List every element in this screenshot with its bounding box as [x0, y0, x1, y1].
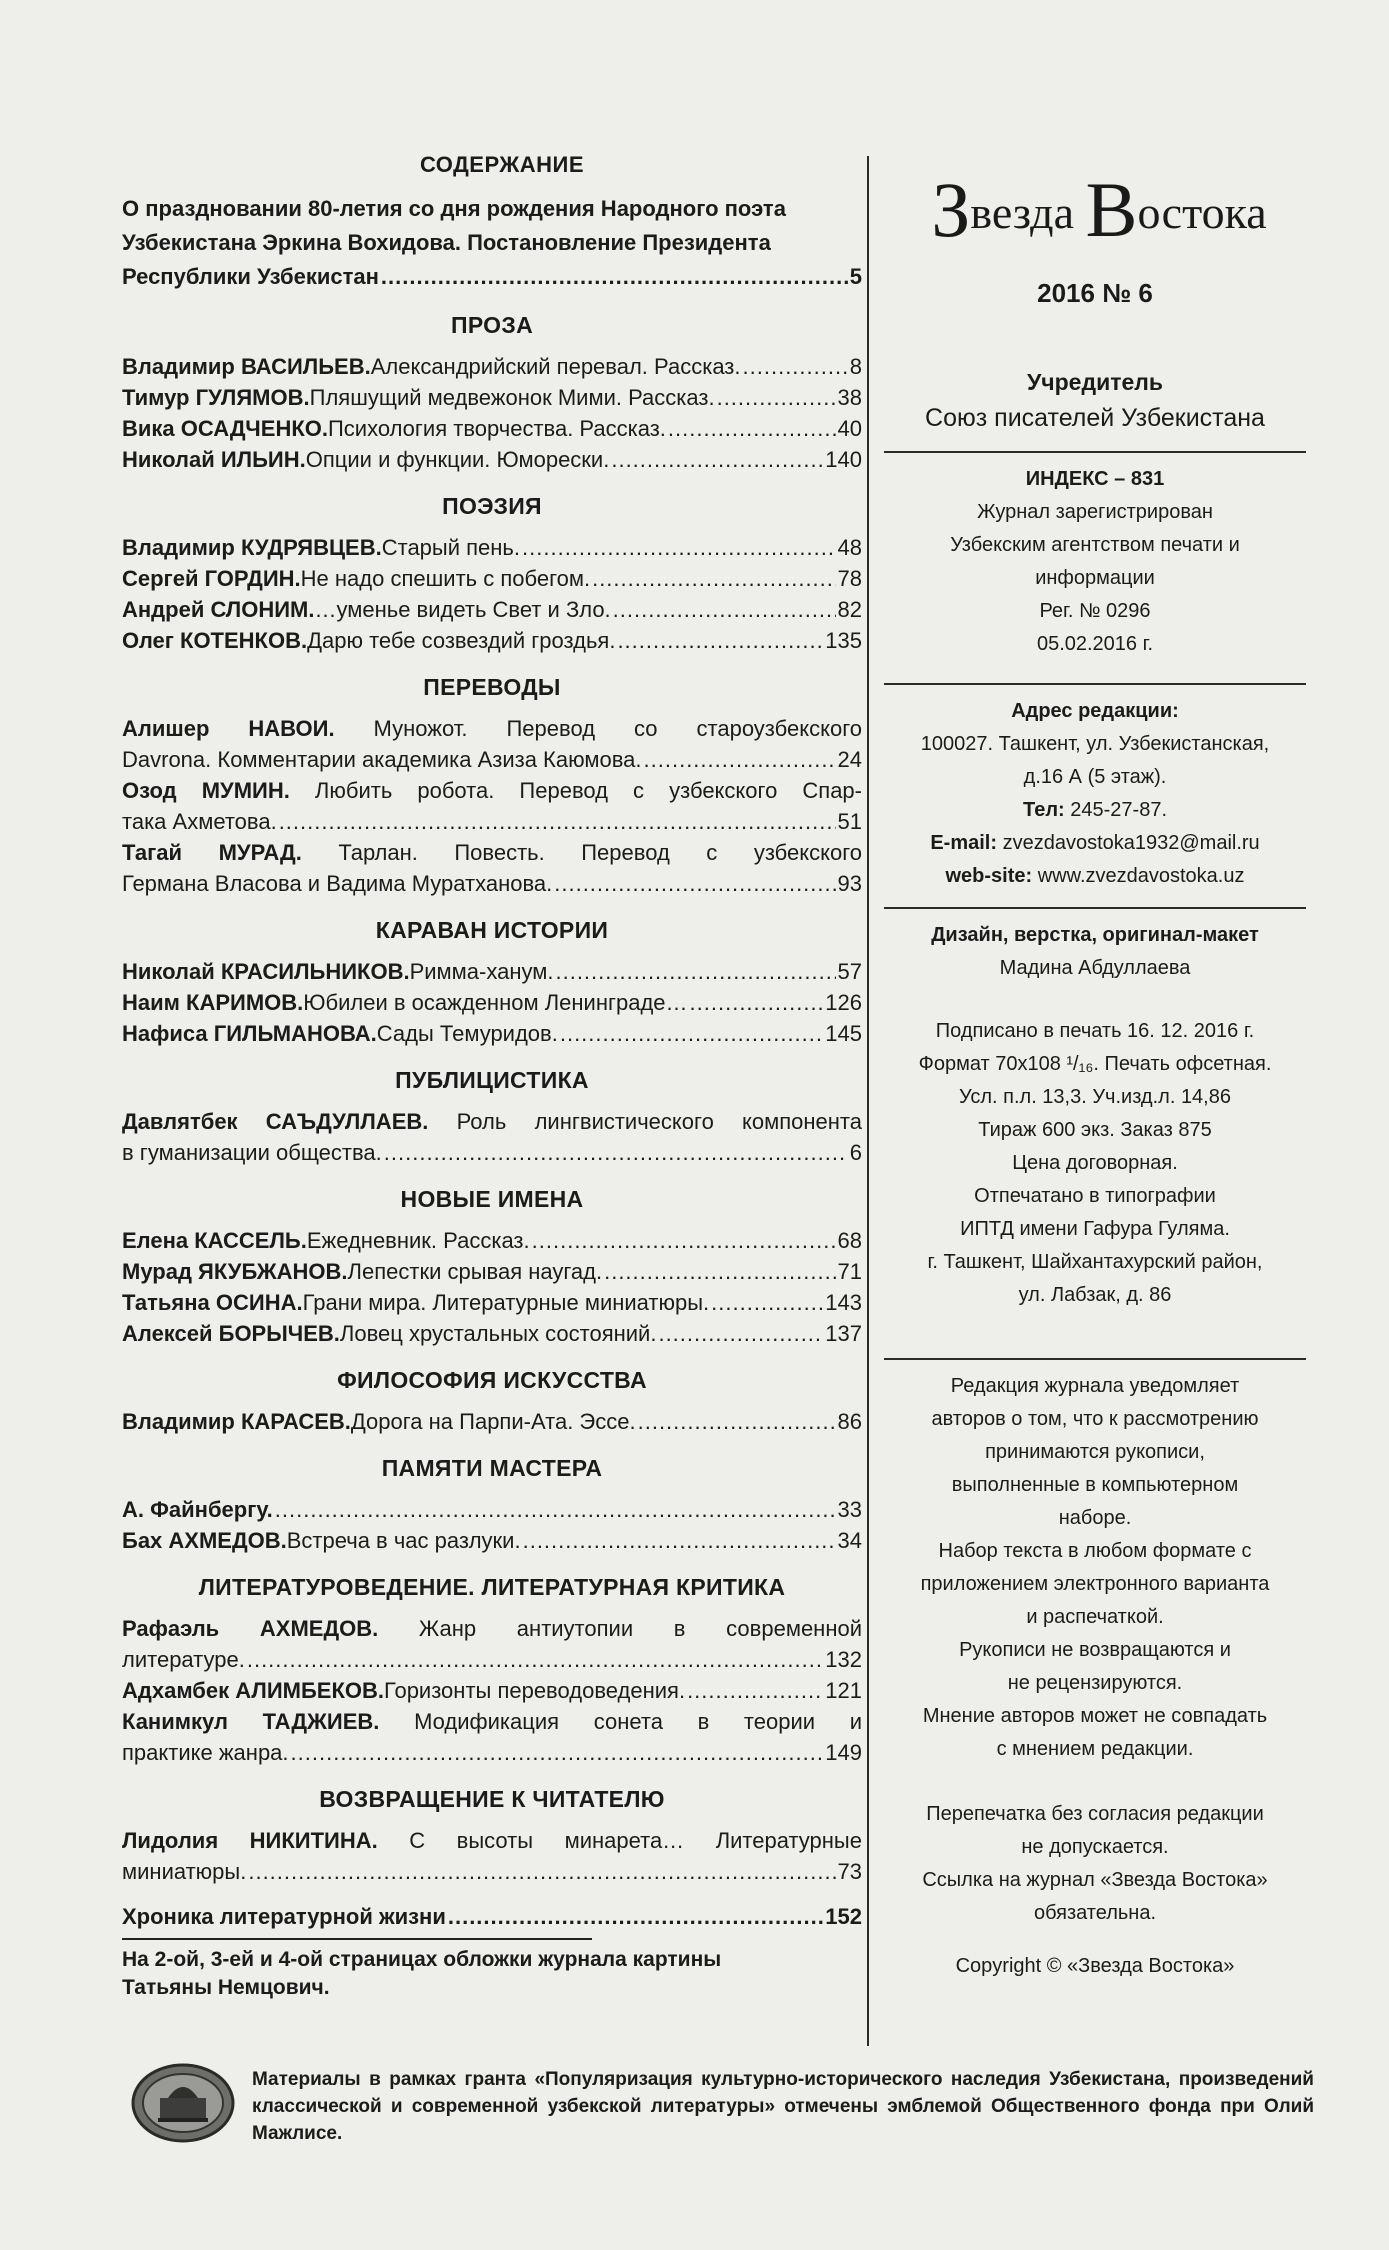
author-name: Владимир ВАСИЛЬЕВ. — [122, 354, 371, 379]
page-number: 86 — [837, 1409, 862, 1434]
work-title-cont: миниатюры. — [122, 1859, 247, 1884]
author-name: Вика ОСАДЧЕНКО. — [122, 416, 328, 441]
page-number: 82 — [837, 597, 862, 622]
author-name: Алексей БОРЫЧЕВ. — [122, 1321, 340, 1346]
toc-entry — [122, 1494, 862, 1525]
work-title: Встреча в час разлуки. — [286, 1528, 521, 1553]
author-name: Алишер НАВОИ. — [122, 716, 335, 741]
work-title: Ежедневник. Рассказ. — [306, 1228, 530, 1253]
notice-line: и распечаткой. — [1026, 1606, 1164, 1628]
section-title: ПРОЗА — [451, 312, 533, 338]
page-number: 33 — [837, 1497, 862, 1522]
print-info-line: ИПТД имени Гафура Гуляма. — [960, 1218, 1230, 1240]
address-block — [880, 695, 1310, 893]
intro-line-2: Узбекистана Эркина Вохидова. Постановление Президента — [122, 230, 771, 255]
notice-block — [880, 1370, 1310, 1983]
page-number: 149 — [825, 1740, 862, 1765]
work-title: С высоты минарета… Литературные — [377, 1828, 862, 1853]
toc-entry — [122, 956, 862, 987]
section-title: ПАМЯТИ МАСТЕРА — [381, 1455, 603, 1481]
work-title: Ловец хрустальных состояний. — [339, 1321, 657, 1346]
toc-entry — [122, 1287, 862, 1318]
notice-line: принимаются рукописи, — [985, 1441, 1205, 1463]
section-title: ПЕРЕВОДЫ — [423, 674, 561, 700]
toc-entry — [122, 625, 862, 656]
toc-entry — [122, 1825, 862, 1887]
work-title: Старый пень. — [381, 535, 521, 560]
toc-entry — [122, 563, 862, 594]
print-info-line: Подписано в печать 16. 12. 2016 г. — [935, 1020, 1255, 1042]
work-title: Горизонты переводоведения. — [384, 1678, 686, 1703]
toc-entry — [122, 987, 862, 1018]
page-number: 38 — [837, 385, 862, 410]
author-name: Владимир КУДРЯВЦЕВ. — [122, 535, 382, 560]
copyright: Copyright © «Звезда Востока» — [955, 1955, 1235, 1977]
notice-line: выполненные в компьютерном — [951, 1474, 1239, 1496]
print-info-line: г. Ташкент, Шайхантахурский район, — [927, 1251, 1263, 1273]
work-title: Роль лингвистического компонента — [428, 1109, 862, 1134]
registration-info — [880, 496, 1310, 661]
toc-entry — [122, 382, 862, 413]
work-title: Грани мира. Литературные миниатюры. — [302, 1290, 710, 1315]
grant-notice: Материалы в рамках гранта «Популяризация культурно-исторического наследия Узбекистана, произведений классической и современной узбекской литературы» отмечены эмблемой Общественного фонда при Олий Мажлисе. — [252, 2069, 1314, 2144]
author-name: А. Файнбергу. — [122, 1497, 273, 1522]
registration-line: 05.02.2016 г. — [1036, 633, 1154, 655]
work-title-cont: така Ахметова. — [122, 809, 277, 834]
author-name: Адхамбек АЛИМБЕКОВ. — [122, 1678, 385, 1703]
page-number: 78 — [837, 566, 862, 591]
intro-line-1: О праздновании 80-летия со дня рождения Народного поэта — [122, 196, 786, 221]
notice-line: не рецензируются. — [1007, 1672, 1183, 1694]
section-title: ЛИТЕРАТУРОВЕДЕНИЕ. ЛИТЕРАТУРНАЯ КРИТИКА — [198, 1574, 786, 1600]
page-number: 6 — [849, 1140, 862, 1165]
address-line: 100027. Ташкент, ул. Узбекистанская, — [920, 733, 1270, 755]
work-title: Юбилеи в осажденном Ленинграде… — [303, 990, 688, 1015]
toc-entry — [122, 1613, 862, 1675]
address-label: Адрес редакции: — [1011, 700, 1179, 722]
work-title: Опции и функции. Юморески. — [305, 447, 610, 472]
author-name: Лидолия НИКИТИНА. — [122, 1828, 378, 1853]
chronicle-label: Хроника литературной жизни — [122, 1904, 446, 1929]
toc-entry — [122, 775, 862, 837]
notice-line: Редакция журнала уведомляет — [950, 1375, 1240, 1397]
print-info-line: ул. Лабзак, д. 86 — [1018, 1284, 1172, 1306]
print-info-line: Тираж 600 экз. Заказ 875 — [978, 1119, 1212, 1141]
divider — [122, 1938, 592, 1940]
page-number: 71 — [837, 1259, 862, 1284]
page-number: 137 — [825, 1321, 862, 1346]
notice-line: Мнение авторов может не совпадать — [922, 1705, 1268, 1727]
registration-line: Узбекским агентством печати и — [950, 534, 1240, 556]
page-number: 51 — [837, 809, 862, 834]
work-title: Пляшущий медвежонок Мими. Рассказ. — [309, 385, 715, 410]
address-lines — [880, 728, 1310, 794]
author-name: Нафиса ГИЛЬМАНОВА. — [122, 1021, 377, 1046]
page-number: 126 — [825, 990, 862, 1015]
toc-entry — [122, 1706, 862, 1768]
section-title: ВОЗВРАЩЕНИЕ К ЧИТАТЕЛЮ — [319, 1786, 665, 1812]
divider — [884, 683, 1306, 685]
work-title: Психология творчества. Рассказ. — [327, 416, 666, 441]
toc-entry — [122, 1318, 862, 1349]
cover-note — [122, 1946, 862, 2002]
work-title: …уменье видеть Свет и Зло. — [314, 597, 611, 622]
print-info — [880, 1015, 1310, 1312]
page-number: 40 — [837, 416, 862, 441]
notice-line: Рукописи не возвращаются и — [959, 1639, 1231, 1661]
author-name: Рафаэль АХМЕДОВ. — [122, 1616, 379, 1641]
work-title: Александрийский перевал. Рассказ. — [370, 354, 741, 379]
reprint-line: Перепечатка без согласия редакции — [926, 1803, 1264, 1825]
toc-entry — [122, 1406, 862, 1437]
page-number: 143 — [825, 1290, 862, 1315]
table-of-contents — [122, 152, 862, 2002]
registration-line: информации — [1035, 567, 1155, 589]
author-name: Николай КРАСИЛЬНИКОВ. — [122, 959, 410, 984]
work-title: Сады Темуридов. — [376, 1021, 558, 1046]
print-info-line: Усл. п.л. 13,3. Уч.изд.л. 14,86 — [958, 1086, 1231, 1108]
cover-note-line: На 2-ой, 3-ей и 4-ой страницах обложки журнала картины — [122, 1948, 722, 1971]
issue-number: 2016 № 6 — [1037, 278, 1153, 308]
page-number: 5 — [849, 264, 862, 289]
print-info-line: Цена договорная. — [1012, 1152, 1178, 1174]
page-number: 68 — [837, 1228, 862, 1253]
author-name: Сергей ГОРДИН. — [122, 566, 301, 591]
page-number: 145 — [825, 1021, 862, 1046]
toc-entry — [122, 1256, 862, 1287]
toc-entry — [122, 1525, 862, 1556]
divider — [884, 451, 1306, 453]
email: E-mail: zvezdavostoka1932@mail.ru — [930, 832, 1260, 854]
work-title-cont: литературе. — [122, 1647, 245, 1672]
author-name: Олег КОТЕНКОВ. — [122, 628, 308, 653]
address-line: д.16 А (5 этаж). — [1023, 766, 1167, 788]
founder-label: Учредитель — [1026, 369, 1164, 395]
work-title-cont: в гуманизации общества. — [122, 1140, 382, 1165]
notice-line: Набор текста в любом формате с — [938, 1540, 1252, 1562]
page-number: 73 — [837, 1859, 862, 1884]
page-number: 140 — [825, 447, 862, 472]
reprint-line: Ссылка на журнал «Звезда Востока» — [922, 1869, 1268, 1891]
work-title: Модификация сонета в теории и — [379, 1709, 862, 1734]
cover-note-line: Татьяны Немцович. — [122, 1976, 330, 1999]
author-name: Наим КАРИМОВ. — [122, 990, 304, 1015]
work-title: Не надо спешить с побегом. — [300, 566, 591, 591]
page-number: 135 — [825, 628, 862, 653]
divider — [884, 907, 1306, 909]
phone: Тел: 245-27-87. — [1022, 799, 1167, 821]
section-title: ФИЛОСОФИЯ ИСКУССТВА — [337, 1367, 647, 1393]
toc-sections — [122, 312, 862, 1887]
toc-chronicle — [122, 1901, 862, 1932]
section-title: ПУБЛИЦИСТИКА — [395, 1067, 589, 1093]
toc-entry — [122, 1018, 862, 1049]
page-number: 121 — [825, 1678, 862, 1703]
registration-line: Журнал зарегистрирован — [977, 501, 1213, 523]
toc-entry — [122, 532, 862, 563]
founder: Союз писателей Узбекистана — [925, 404, 1265, 432]
design-block — [880, 919, 1310, 1312]
toc-entry — [122, 1675, 862, 1706]
section-title: КАРАВАН ИСТОРИИ — [375, 917, 609, 943]
notice-line: приложением электронного варианта — [920, 1573, 1270, 1595]
page-number: 132 — [825, 1647, 862, 1672]
work-title: Тарлан. Повесть. Перевод с узбекского — [301, 840, 863, 865]
page-number: 48 — [837, 535, 862, 560]
page-number: 34 — [837, 1528, 862, 1553]
author-name: Тагай МУРАД. — [122, 840, 302, 865]
toc-intro-item — [122, 192, 862, 294]
page-number: 57 — [837, 959, 862, 984]
index-label: ИНДЕКС – 831 — [1025, 468, 1165, 490]
notice-line: наборе. — [1058, 1507, 1132, 1529]
design-label: Дизайн, верстка, оригинал-макет — [931, 924, 1259, 946]
work-title: Дарю тебе созвездий гроздья. — [307, 628, 616, 653]
divider — [884, 1358, 1306, 1360]
author-name: Андрей СЛОНИМ. — [122, 597, 315, 622]
registration-block — [880, 463, 1310, 661]
author-name: Бах АХМЕДОВ. — [122, 1528, 287, 1553]
foundation-emblem-icon — [130, 2062, 236, 2144]
notice-line: с мнением редакции. — [996, 1738, 1194, 1760]
author-name: Николай ИЛЬИН. — [122, 447, 306, 472]
work-title-cont: Германа Власова и Вадима Муратханова. — [122, 871, 553, 896]
section-title: ПОЭЗИЯ — [442, 493, 542, 519]
author-name: Тимур ГУЛЯМОВ. — [122, 385, 310, 410]
masthead — [880, 152, 1310, 1983]
notice-line: авторов о том, что к рассмотрению — [931, 1408, 1259, 1430]
page-number: 8 — [849, 354, 862, 379]
work-title: Дорога на Парпи-Ата. Эссе. — [350, 1409, 636, 1434]
reprint-line: не допускается. — [1021, 1836, 1169, 1858]
work-title: Лепестки срывая наугад. — [347, 1259, 603, 1284]
work-title: Жанр антиутопии в современной — [378, 1616, 862, 1641]
page-number: 24 — [837, 747, 862, 772]
author-name: Канимкул ТАДЖИЕВ. — [122, 1709, 380, 1734]
section-title: НОВЫЕ ИМЕНА — [400, 1186, 584, 1212]
registration-line: Рег. № 0296 — [1039, 600, 1151, 622]
page-number: 93 — [837, 871, 862, 896]
author-name: Татьяна ОСИНА. — [122, 1290, 303, 1315]
author-name: Озод МУМИН. — [122, 778, 290, 803]
author-name: Мурад ЯКУБЖАНОВ. — [122, 1259, 348, 1284]
print-info-line: Отпечатано в типографии — [974, 1185, 1216, 1207]
toc-entry — [122, 413, 862, 444]
toc-entry — [122, 594, 862, 625]
toc-entry — [122, 837, 862, 899]
work-title: Римма-ханум. — [409, 959, 554, 984]
toc-entry — [122, 1225, 862, 1256]
toc-entry — [122, 713, 862, 775]
website: web-site: www.zvezdavostoka.uz — [945, 865, 1245, 887]
page-number: 152 — [825, 1904, 862, 1929]
designer: Мадина Абдуллаева — [999, 957, 1191, 979]
toc-entry — [122, 351, 862, 382]
toc-entry — [122, 1106, 862, 1168]
work-title-cont: Davrona. Комментарии академика Азиза Каюмова. — [122, 747, 642, 772]
toc-title: СОДЕРЖАНИЕ — [419, 152, 585, 177]
work-title: Любить робота. Перевод с узбекского Спар- — [289, 778, 862, 803]
print-info-line: Формат 70х108 ¹/₁₆. Печать офсетная. — [918, 1053, 1272, 1075]
intro-line-3: Республики Узбекистан — [122, 264, 379, 289]
journal-logo: Звезда Востока — [931, 166, 1267, 253]
author-name: Давлятбек САЪДУЛЛАЕВ. — [122, 1109, 429, 1134]
author-name: Елена КАССЕЛЬ. — [122, 1228, 307, 1253]
toc-entry — [122, 444, 862, 475]
work-title-cont: практике жанра. — [122, 1740, 289, 1765]
author-name: Владимир КАРАСЕВ. — [122, 1409, 351, 1434]
reprint-line: обязательна. — [1033, 1902, 1157, 1924]
work-title: Муножот. Перевод со староузбекского — [334, 716, 862, 741]
column-divider — [867, 156, 869, 2046]
